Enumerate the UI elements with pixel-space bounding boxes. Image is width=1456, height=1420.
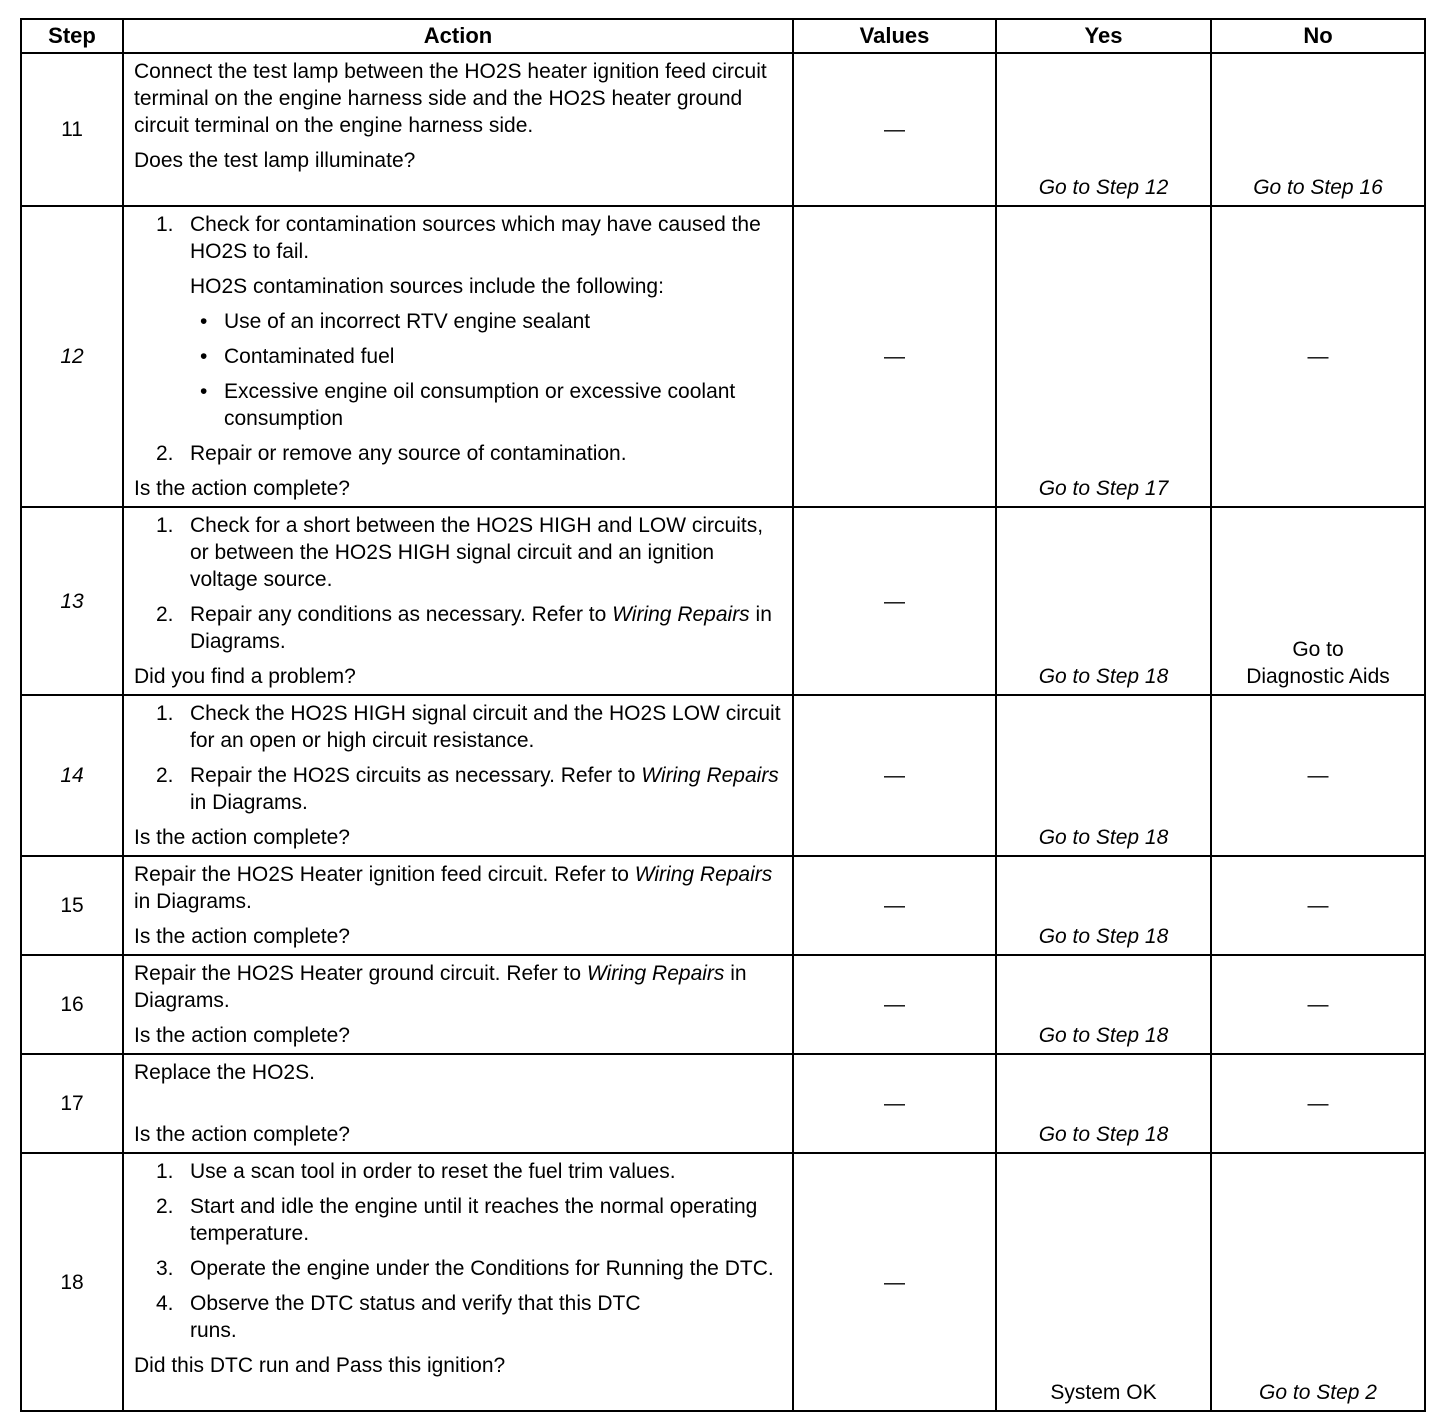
action-text: Connect the test lamp between the HO2S heater ignition feed circuit terminal on the engine harness side and the HO2S heater ground circuit terminal on the engine harness side.: [134, 60, 767, 137]
table-row: [21, 1054, 1425, 1153]
header-action: Action: [123, 19, 793, 53]
list-item: 1. Check for contamination sources which may have caused the HO2S to fail.: [156, 213, 761, 263]
header-no: No: [1211, 19, 1425, 53]
no-cell: Go to Diagnostic Aids: [1211, 507, 1425, 695]
yes-cell: Go to Step 18: [996, 695, 1211, 856]
action-question: Does the test lamp illuminate?: [134, 149, 416, 172]
action-cell: [123, 856, 793, 955]
table-row: [21, 856, 1425, 955]
header-yes: Yes: [996, 19, 1211, 53]
table-row: [21, 695, 1425, 856]
values-cell: —: [793, 53, 996, 206]
yes-cell: Go to Step 12: [996, 53, 1211, 206]
list-item: 1. Check for a short between the HO2S HIGH and LOW circuits, or between the HO2S HIGH signal circuit and an ignition voltage source.: [156, 514, 764, 591]
table-row: [21, 507, 1425, 695]
step-number: 13: [21, 507, 123, 695]
no-cell: Go to Step 16: [1211, 53, 1425, 206]
no-cell: —: [1211, 206, 1425, 507]
no-cell: Go to Step 2: [1211, 1153, 1425, 1411]
action-cell: [123, 1054, 793, 1153]
sub-text: HO2S contamination sources include the following:: [190, 275, 664, 298]
list-item: 2. Start and idle the engine until it reaches the normal operating temperature.: [156, 1195, 758, 1245]
action-cell: [123, 206, 793, 507]
list-item: 2. Repair or remove any source of contamination.: [156, 442, 627, 465]
action-cell: [123, 53, 793, 206]
list-item: 3. Operate the engine under the Conditions for Running the DTC.: [156, 1257, 774, 1280]
header-step: Step: [21, 19, 123, 53]
action-question: Is the action complete?: [134, 1024, 350, 1047]
action-cell: [123, 1153, 793, 1411]
list-item: 1. Check the HO2S HIGH signal circuit and the HO2S LOW circuit for an open or high circuit resistance.: [156, 702, 781, 752]
no-cell: —: [1211, 695, 1425, 856]
values-cell: —: [793, 1153, 996, 1411]
values-cell: —: [793, 1054, 996, 1153]
bullet-item: • Contaminated fuel: [200, 345, 395, 368]
values-cell: —: [793, 695, 996, 856]
step-number: 18: [21, 1153, 123, 1411]
step-number: 16: [21, 955, 123, 1054]
no-cell: —: [1211, 856, 1425, 955]
list-item: 4. Observe the DTC status and verify that this DTC runs.: [156, 1292, 641, 1342]
step-number: 12: [21, 206, 123, 507]
no-cell: —: [1211, 1054, 1425, 1153]
step-number: 17: [21, 1054, 123, 1153]
action-text: Repair the HO2S Heater ignition feed circuit. Refer to Wiring Repairs in Diagrams.: [134, 863, 773, 913]
header-values: Values: [793, 19, 996, 53]
diagnostic-table: [20, 18, 1426, 1412]
values-cell: —: [793, 856, 996, 955]
action-text: Replace the HO2S.: [134, 1061, 315, 1084]
yes-cell: Go to Step 18: [996, 507, 1211, 695]
table-row: [21, 955, 1425, 1054]
header-row: [21, 19, 1425, 53]
list-item: 2. Repair any conditions as necessary. Refer to Wiring Repairs in Diagrams.: [156, 603, 772, 653]
table-row: [21, 206, 1425, 507]
yes-cell: System OK: [996, 1153, 1211, 1411]
values-cell: —: [793, 955, 996, 1054]
step-number: 15: [21, 856, 123, 955]
action-question: Is the action complete?: [134, 826, 350, 849]
table-row: [21, 1153, 1425, 1411]
no-cell: —: [1211, 955, 1425, 1054]
action-cell: [123, 695, 793, 856]
action-cell: [123, 507, 793, 695]
list-item: 2. Repair the HO2S circuits as necessary. Refer to Wiring Repairs in Diagrams.: [156, 764, 779, 814]
action-text: Repair the HO2S Heater ground circuit. Refer to Wiring Repairs in Diagrams.: [134, 962, 747, 1012]
action-question: Is the action complete?: [134, 925, 350, 948]
step-number: 14: [21, 695, 123, 856]
action-question: Did you find a problem?: [134, 665, 356, 688]
yes-cell: Go to Step 17: [996, 206, 1211, 507]
action-question: Is the action complete?: [134, 477, 350, 500]
step-number: 11: [21, 53, 123, 206]
values-cell: —: [793, 507, 996, 695]
table-row: [21, 53, 1425, 206]
yes-cell: Go to Step 18: [996, 1054, 1211, 1153]
yes-cell: Go to Step 18: [996, 955, 1211, 1054]
bullet-item: • Use of an incorrect RTV engine sealant: [200, 310, 591, 333]
action-question: Is the action complete?: [134, 1123, 350, 1146]
action-question: Did this DTC run and Pass this ignition?: [134, 1354, 506, 1377]
values-cell: —: [793, 206, 996, 507]
yes-cell: Go to Step 18: [996, 856, 1211, 955]
action-cell: [123, 955, 793, 1054]
bullet-item: • Excessive engine oil consumption or excessive coolant consumption: [200, 380, 736, 430]
list-item: 1. Use a scan tool in order to reset the fuel trim values.: [156, 1160, 676, 1183]
